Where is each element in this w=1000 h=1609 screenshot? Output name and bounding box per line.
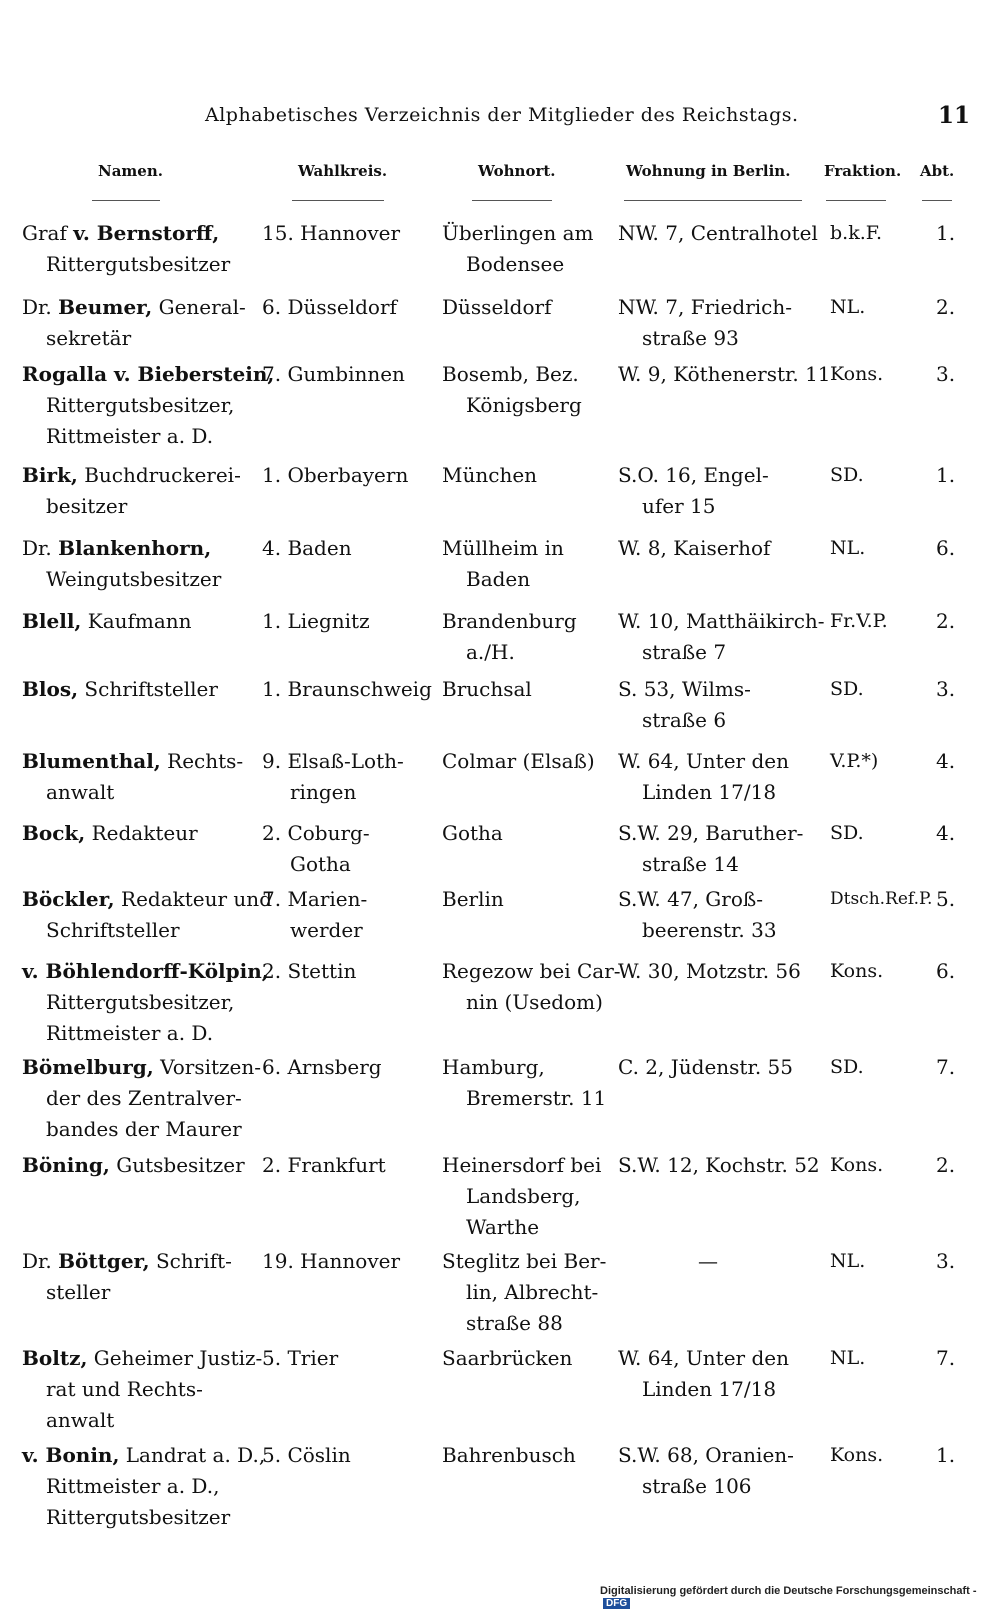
member-berlin-address (618, 606, 823, 668)
member-name (22, 1052, 262, 1145)
member-wohnort (442, 218, 602, 280)
member-surname: v. Böhlendorff-Kölpin, (22, 959, 269, 983)
member-wohnort-line: Steglitz bei Ber- (442, 1249, 607, 1273)
member-wahlkreis-line: 5. Cöslin (262, 1443, 351, 1467)
member-name-line (22, 249, 258, 280)
member-name-line (22, 884, 272, 915)
member-name-line (22, 1018, 258, 1049)
member-wahlkreis (262, 1150, 432, 1181)
member-berlin-address-line: S.O. 16, Engel- (618, 463, 769, 487)
member-berlin-address-line: straße 6 (642, 708, 727, 732)
member-description: Buchdruckerei- (77, 463, 241, 487)
member-wohnort-line: Bodensee (466, 252, 565, 276)
member-wohnort (442, 1150, 602, 1243)
member-berlin-address-line: S.W. 12, Kochstr. 52 (618, 1153, 820, 1177)
member-surname: Beumer, (58, 295, 153, 319)
member-wohnort (442, 533, 602, 595)
member-berlin-address-line: straße 93 (642, 326, 739, 350)
member-surname: Boltz, (22, 1346, 88, 1370)
member-fraktion: NL. (830, 1250, 866, 1272)
member-wohnort (442, 1343, 602, 1374)
member-name-line (22, 606, 258, 637)
member-wahlkreis (262, 460, 432, 491)
member-abteilung: 6. (936, 536, 956, 560)
member-description: Weingutsbesitzer (46, 567, 222, 591)
member-name-line (22, 1246, 258, 1277)
member-wahlkreis (262, 1343, 432, 1374)
member-berlin-address-line: Linden 17/18 (642, 780, 777, 804)
member-surname: Blos, (22, 677, 79, 701)
member-berlin-address-line: beerenstr. 33 (642, 918, 777, 942)
member-berlin-address (618, 218, 823, 249)
member-wahlkreis-line: 9. Elsaß-Loth- (262, 749, 404, 773)
member-berlin-address (618, 460, 823, 522)
member-berlin-address-line: S.W. 29, Baruther- (618, 821, 804, 845)
member-name-line (22, 1440, 266, 1471)
member-fraktion: Fr.V.P. (830, 610, 888, 632)
member-wohnort (442, 818, 602, 849)
member-name-line (22, 1150, 258, 1181)
member-abteilung: 7. (936, 1346, 956, 1370)
member-description: Rechts- (160, 749, 244, 773)
column-header-wohnung-berlin: Wohnung in Berlin. (626, 162, 791, 180)
member-name-line (22, 390, 258, 421)
member-berlin-address (618, 533, 823, 564)
member-name (22, 533, 258, 595)
member-wahlkreis-line: 4. Baden (262, 536, 352, 560)
member-name (22, 884, 272, 946)
member-wahlkreis (262, 674, 432, 705)
member-name-line (22, 915, 258, 946)
member-surname: Blumenthal, (22, 749, 161, 773)
member-berlin-address-line: NW. 7, Friedrich- (618, 295, 792, 319)
member-abteilung: 1. (936, 1443, 956, 1467)
member-description: der des Zentralver- (46, 1086, 242, 1110)
member-abteilung: 1. (936, 463, 956, 487)
member-abteilung: 1. (936, 221, 956, 245)
member-description: Gutsbesitzer (109, 1153, 245, 1177)
member-wahlkreis-line: 6. Arnsberg (262, 1055, 382, 1079)
member-name-line (22, 323, 258, 354)
member-description: Schrift- (149, 1249, 232, 1273)
header-rule (922, 200, 952, 201)
member-description: Landrat a. D., (119, 1443, 266, 1467)
member-berlin-address-line: S.W. 47, Groß- (618, 887, 763, 911)
member-berlin-address (618, 674, 823, 736)
member-wohnort-line: Saarbrücken (442, 1346, 573, 1370)
member-fraktion: Kons. (830, 1444, 884, 1466)
member-fraktion: SD. (830, 822, 864, 844)
member-name-line (22, 1405, 258, 1436)
member-description: Rittmeister a. D., (46, 1474, 220, 1498)
member-surname: Blell, (22, 609, 82, 633)
member-berlin-address-line: — (698, 1249, 718, 1273)
member-berlin-address-line: straße 106 (642, 1474, 752, 1498)
member-description: Rittergutsbesitzer (46, 252, 231, 276)
member-name (22, 460, 258, 522)
member-wohnort-line: a./H. (466, 640, 515, 664)
member-wohnort (442, 606, 602, 668)
member-description: General- (152, 295, 246, 319)
member-wahlkreis-line: 1. Liegnitz (262, 609, 370, 633)
member-name (22, 359, 275, 452)
member-fraktion: NL. (830, 296, 866, 318)
member-name-line (22, 1374, 258, 1405)
column-header-abt: Abt. (920, 162, 955, 180)
member-wohnort (442, 460, 602, 491)
member-name-line (22, 359, 275, 390)
member-description: Dr. (22, 295, 59, 319)
member-name (22, 1343, 263, 1436)
member-fraktion: Kons. (830, 960, 884, 982)
member-name-line (22, 1471, 258, 1502)
member-wohnort-line: Bruchsal (442, 677, 532, 701)
member-wahlkreis-line: 2. Coburg- (262, 821, 370, 845)
member-abteilung: 2. (936, 609, 956, 633)
member-surname: Bock, (22, 821, 86, 845)
member-description: anwalt (46, 1408, 115, 1432)
member-name-line (22, 1343, 263, 1374)
member-name (22, 956, 269, 1049)
member-wohnort-line: Regezow bei Car- (442, 959, 621, 983)
member-abteilung: 6. (936, 959, 956, 983)
member-wahlkreis (262, 359, 432, 390)
member-berlin-address-line: W. 10, Matthäikirch- (618, 609, 825, 633)
member-name-line (22, 674, 258, 705)
header-rule (472, 200, 552, 201)
member-abteilung: 3. (936, 1249, 956, 1273)
member-wohnort-line: Heinersdorf bei (442, 1153, 602, 1177)
member-fraktion: Dtsch.Ref.P. (830, 889, 933, 909)
member-name-line (22, 818, 258, 849)
member-fraktion: Kons. (830, 1154, 884, 1176)
member-berlin-address (618, 1440, 823, 1502)
member-wahlkreis-line: 7. Marien- (262, 887, 368, 911)
member-berlin-address-line: straße 14 (642, 852, 739, 876)
member-description: Dr. (22, 1249, 59, 1273)
member-wohnort-line: Düsseldorf (442, 295, 552, 319)
header-rule (92, 200, 160, 201)
member-fraktion: SD. (830, 678, 864, 700)
member-wohnort-line: Landsberg, (466, 1184, 581, 1208)
member-wahlkreis-line: 6. Düsseldorf (262, 295, 397, 319)
member-name-line (22, 956, 269, 987)
member-wahlkreis-line: Gotha (290, 852, 351, 876)
member-wohnort-line: Königsberg (466, 393, 582, 417)
member-description: Rittmeister a. D. (46, 1021, 214, 1045)
member-wohnort (442, 1052, 607, 1114)
column-header-fraktion: Fraktion. (824, 162, 902, 180)
member-name-line (22, 533, 258, 564)
member-surname: Böning, (22, 1153, 110, 1177)
member-wohnort-line: Bahrenbusch (442, 1443, 576, 1467)
member-wahlkreis (262, 818, 432, 880)
member-name (22, 292, 258, 354)
member-wohnort-line: lin, Albrecht- (466, 1280, 599, 1304)
member-wohnort (442, 674, 602, 705)
header-rule (292, 200, 384, 201)
member-wohnort (442, 956, 621, 1018)
column-header-wohnort: Wohnort. (478, 162, 556, 180)
member-description: Schriftsteller (78, 677, 218, 701)
member-description: Dr. (22, 536, 59, 560)
member-abteilung: 7. (936, 1055, 956, 1079)
member-fraktion: NL. (830, 537, 866, 559)
member-name-line (22, 777, 258, 808)
member-name-line (22, 987, 258, 1018)
member-name-line (22, 564, 258, 595)
member-description: Rittergutsbesitzer, (46, 393, 235, 417)
member-wohnort-line: Müllheim in (442, 536, 564, 560)
member-description: besitzer (46, 494, 128, 518)
member-wohnort-line: Bosemb, Bez. (442, 362, 579, 386)
page-number: 11 (938, 102, 971, 129)
member-abteilung: 2. (936, 1153, 956, 1177)
member-wohnort-line: Warthe (466, 1215, 540, 1239)
column-header-wahlkreis: Wahlkreis. (298, 162, 388, 180)
member-wohnort (442, 359, 602, 421)
footer-text: Digitalisierung gefördert durch die Deutsche Forschungsgemeinschaft - (600, 1585, 977, 1597)
member-berlin-address-line: straße 7 (642, 640, 727, 664)
member-berlin-address (618, 956, 823, 987)
member-wohnort-line: Bremerstr. 11 (466, 1086, 607, 1110)
member-fraktion: V.P.*) (830, 750, 879, 772)
member-description: Rittergutsbesitzer, (46, 990, 235, 1014)
member-berlin-address-line: C. 2, Jüdenstr. 55 (618, 1055, 793, 1079)
footer-credit (600, 1585, 1000, 1609)
member-name-line (22, 218, 258, 249)
member-berlin-address-line: W. 9, Köthenerstr. 11 (618, 362, 831, 386)
member-wohnort (442, 292, 602, 323)
page-title: Alphabetisches Verzeichnis der Mitglieder des Reichstags. (205, 104, 799, 126)
member-name-line (22, 1114, 258, 1145)
member-wahlkreis (262, 1052, 432, 1083)
member-berlin-address (618, 884, 823, 946)
member-wahlkreis (262, 218, 432, 249)
member-berlin-address (618, 818, 823, 880)
member-description: Rittmeister a. D. (46, 424, 214, 448)
member-name-line (22, 1083, 258, 1114)
member-surname: Böckler, (22, 887, 115, 911)
member-berlin-address-line: W. 30, Motzstr. 56 (618, 959, 801, 983)
member-description: Rittergutsbesitzer (46, 1505, 231, 1529)
member-wahlkreis-line: werder (290, 918, 363, 942)
member-wahlkreis (262, 533, 432, 564)
member-berlin-address-line: S. 53, Wilms- (618, 677, 751, 701)
member-wahlkreis-line: 1. Braunschweig (262, 677, 432, 701)
member-abteilung: 5. (936, 887, 956, 911)
member-name (22, 674, 258, 705)
member-wohnort (442, 884, 602, 915)
member-name-line (22, 1277, 258, 1308)
member-berlin-address (618, 746, 823, 808)
member-fraktion: NL. (830, 1347, 866, 1369)
member-berlin-address (618, 292, 823, 354)
member-wohnort-line: nin (Usedom) (466, 990, 603, 1014)
member-wohnort-line: Überlingen am (442, 221, 594, 245)
member-wohnort-line: Hamburg, (442, 1055, 545, 1079)
member-name (22, 1246, 258, 1308)
member-berlin-address-line: NW. 7, Centralhotel (618, 221, 818, 245)
member-wahlkreis (262, 884, 432, 946)
member-abteilung: 3. (936, 362, 956, 386)
member-wahlkreis (262, 292, 432, 323)
member-wohnort (442, 1246, 607, 1339)
member-berlin-address (618, 1150, 823, 1181)
member-wahlkreis (262, 1246, 432, 1277)
member-fraktion: SD. (830, 464, 864, 486)
member-name-line (22, 1052, 262, 1083)
member-wohnort-line: straße 88 (466, 1311, 563, 1335)
member-description: Redakteur und (114, 887, 272, 911)
member-wahlkreis-line: 2. Frankfurt (262, 1153, 386, 1177)
member-description: bandes der Maurer (46, 1117, 242, 1141)
member-fraktion: SD. (830, 1056, 864, 1078)
member-name-line (22, 746, 258, 777)
member-wahlkreis-line: 15. Hannover (262, 221, 401, 245)
member-abteilung: 4. (936, 821, 956, 845)
member-wohnort-line: Brandenburg (442, 609, 577, 633)
member-berlin-address (618, 1246, 823, 1277)
member-wohnort-line: Colmar (Elsaß) (442, 749, 595, 773)
member-name (22, 1440, 266, 1533)
member-wahlkreis-line: 19. Hannover (262, 1249, 401, 1273)
member-name-line (22, 292, 258, 323)
member-wohnort (442, 746, 602, 777)
column-header-namen: Namen. (98, 162, 163, 180)
member-surname: Rogalla v. Bieberstein, (22, 362, 275, 386)
member-fraktion: b.k.F. (830, 222, 883, 244)
member-berlin-address-line: ufer 15 (642, 494, 716, 518)
member-wahlkreis-line: 1. Oberbayern (262, 463, 409, 487)
dfg-logo: DFG (603, 1598, 630, 1609)
member-surname: Bömelburg, (22, 1055, 154, 1079)
member-description: Vorsitzen- (153, 1055, 262, 1079)
member-abteilung: 4. (936, 749, 956, 773)
member-wahlkreis-line: 2. Stettin (262, 959, 357, 983)
member-berlin-address-line: W. 64, Unter den (618, 1346, 789, 1370)
member-wahlkreis-line: 5. Trier (262, 1346, 339, 1370)
member-description: steller (46, 1280, 111, 1304)
member-surname: Birk, (22, 463, 78, 487)
member-berlin-address-line: W. 64, Unter den (618, 749, 789, 773)
member-surname: Böttger, (58, 1249, 150, 1273)
member-wohnort-line: München (442, 463, 538, 487)
member-surname: v. Bernstorff, (73, 221, 220, 245)
member-description: Kaufmann (81, 609, 192, 633)
member-wohnort-line: Berlin (442, 887, 504, 911)
member-description: anwalt (46, 780, 115, 804)
member-name-line (22, 1502, 258, 1533)
member-description: Graf (22, 221, 74, 245)
member-wahlkreis (262, 746, 432, 808)
header-rule (826, 200, 886, 201)
member-name (22, 746, 258, 808)
member-wohnort-line: Gotha (442, 821, 503, 845)
member-description: Schriftsteller (46, 918, 180, 942)
member-description: Redakteur (85, 821, 198, 845)
member-berlin-address (618, 359, 831, 390)
member-wahlkreis (262, 606, 432, 637)
member-berlin-address (618, 1052, 823, 1083)
member-wahlkreis (262, 956, 432, 987)
member-abteilung: 3. (936, 677, 956, 701)
member-wohnort-line: Baden (466, 567, 531, 591)
member-wahlkreis (262, 1440, 432, 1471)
member-name-line (22, 460, 258, 491)
member-name (22, 218, 258, 280)
member-name (22, 818, 258, 849)
member-description: sekretär (46, 326, 132, 350)
member-abteilung: 2. (936, 295, 956, 319)
member-wohnort (442, 1440, 602, 1471)
member-description: Geheimer Justiz- (87, 1346, 263, 1370)
member-wahlkreis-line: 7. Gumbinnen (262, 362, 405, 386)
member-name (22, 606, 258, 637)
member-wahlkreis-line: ringen (290, 780, 357, 804)
member-berlin-address-line: W. 8, Kaiserhof (618, 536, 771, 560)
member-name (22, 1150, 258, 1181)
member-surname: v. Bonin, (22, 1443, 120, 1467)
member-berlin-address (618, 1343, 823, 1405)
member-fraktion: Kons. (830, 363, 884, 385)
member-name-line (22, 491, 258, 522)
member-name-line (22, 421, 258, 452)
header-rule (624, 200, 802, 201)
member-berlin-address-line: Linden 17/18 (642, 1377, 777, 1401)
member-berlin-address-line: S.W. 68, Oranien- (618, 1443, 794, 1467)
member-description: rat und Rechts- (46, 1377, 203, 1401)
page-header (0, 100, 1000, 140)
member-surname: Blankenhorn, (58, 536, 212, 560)
